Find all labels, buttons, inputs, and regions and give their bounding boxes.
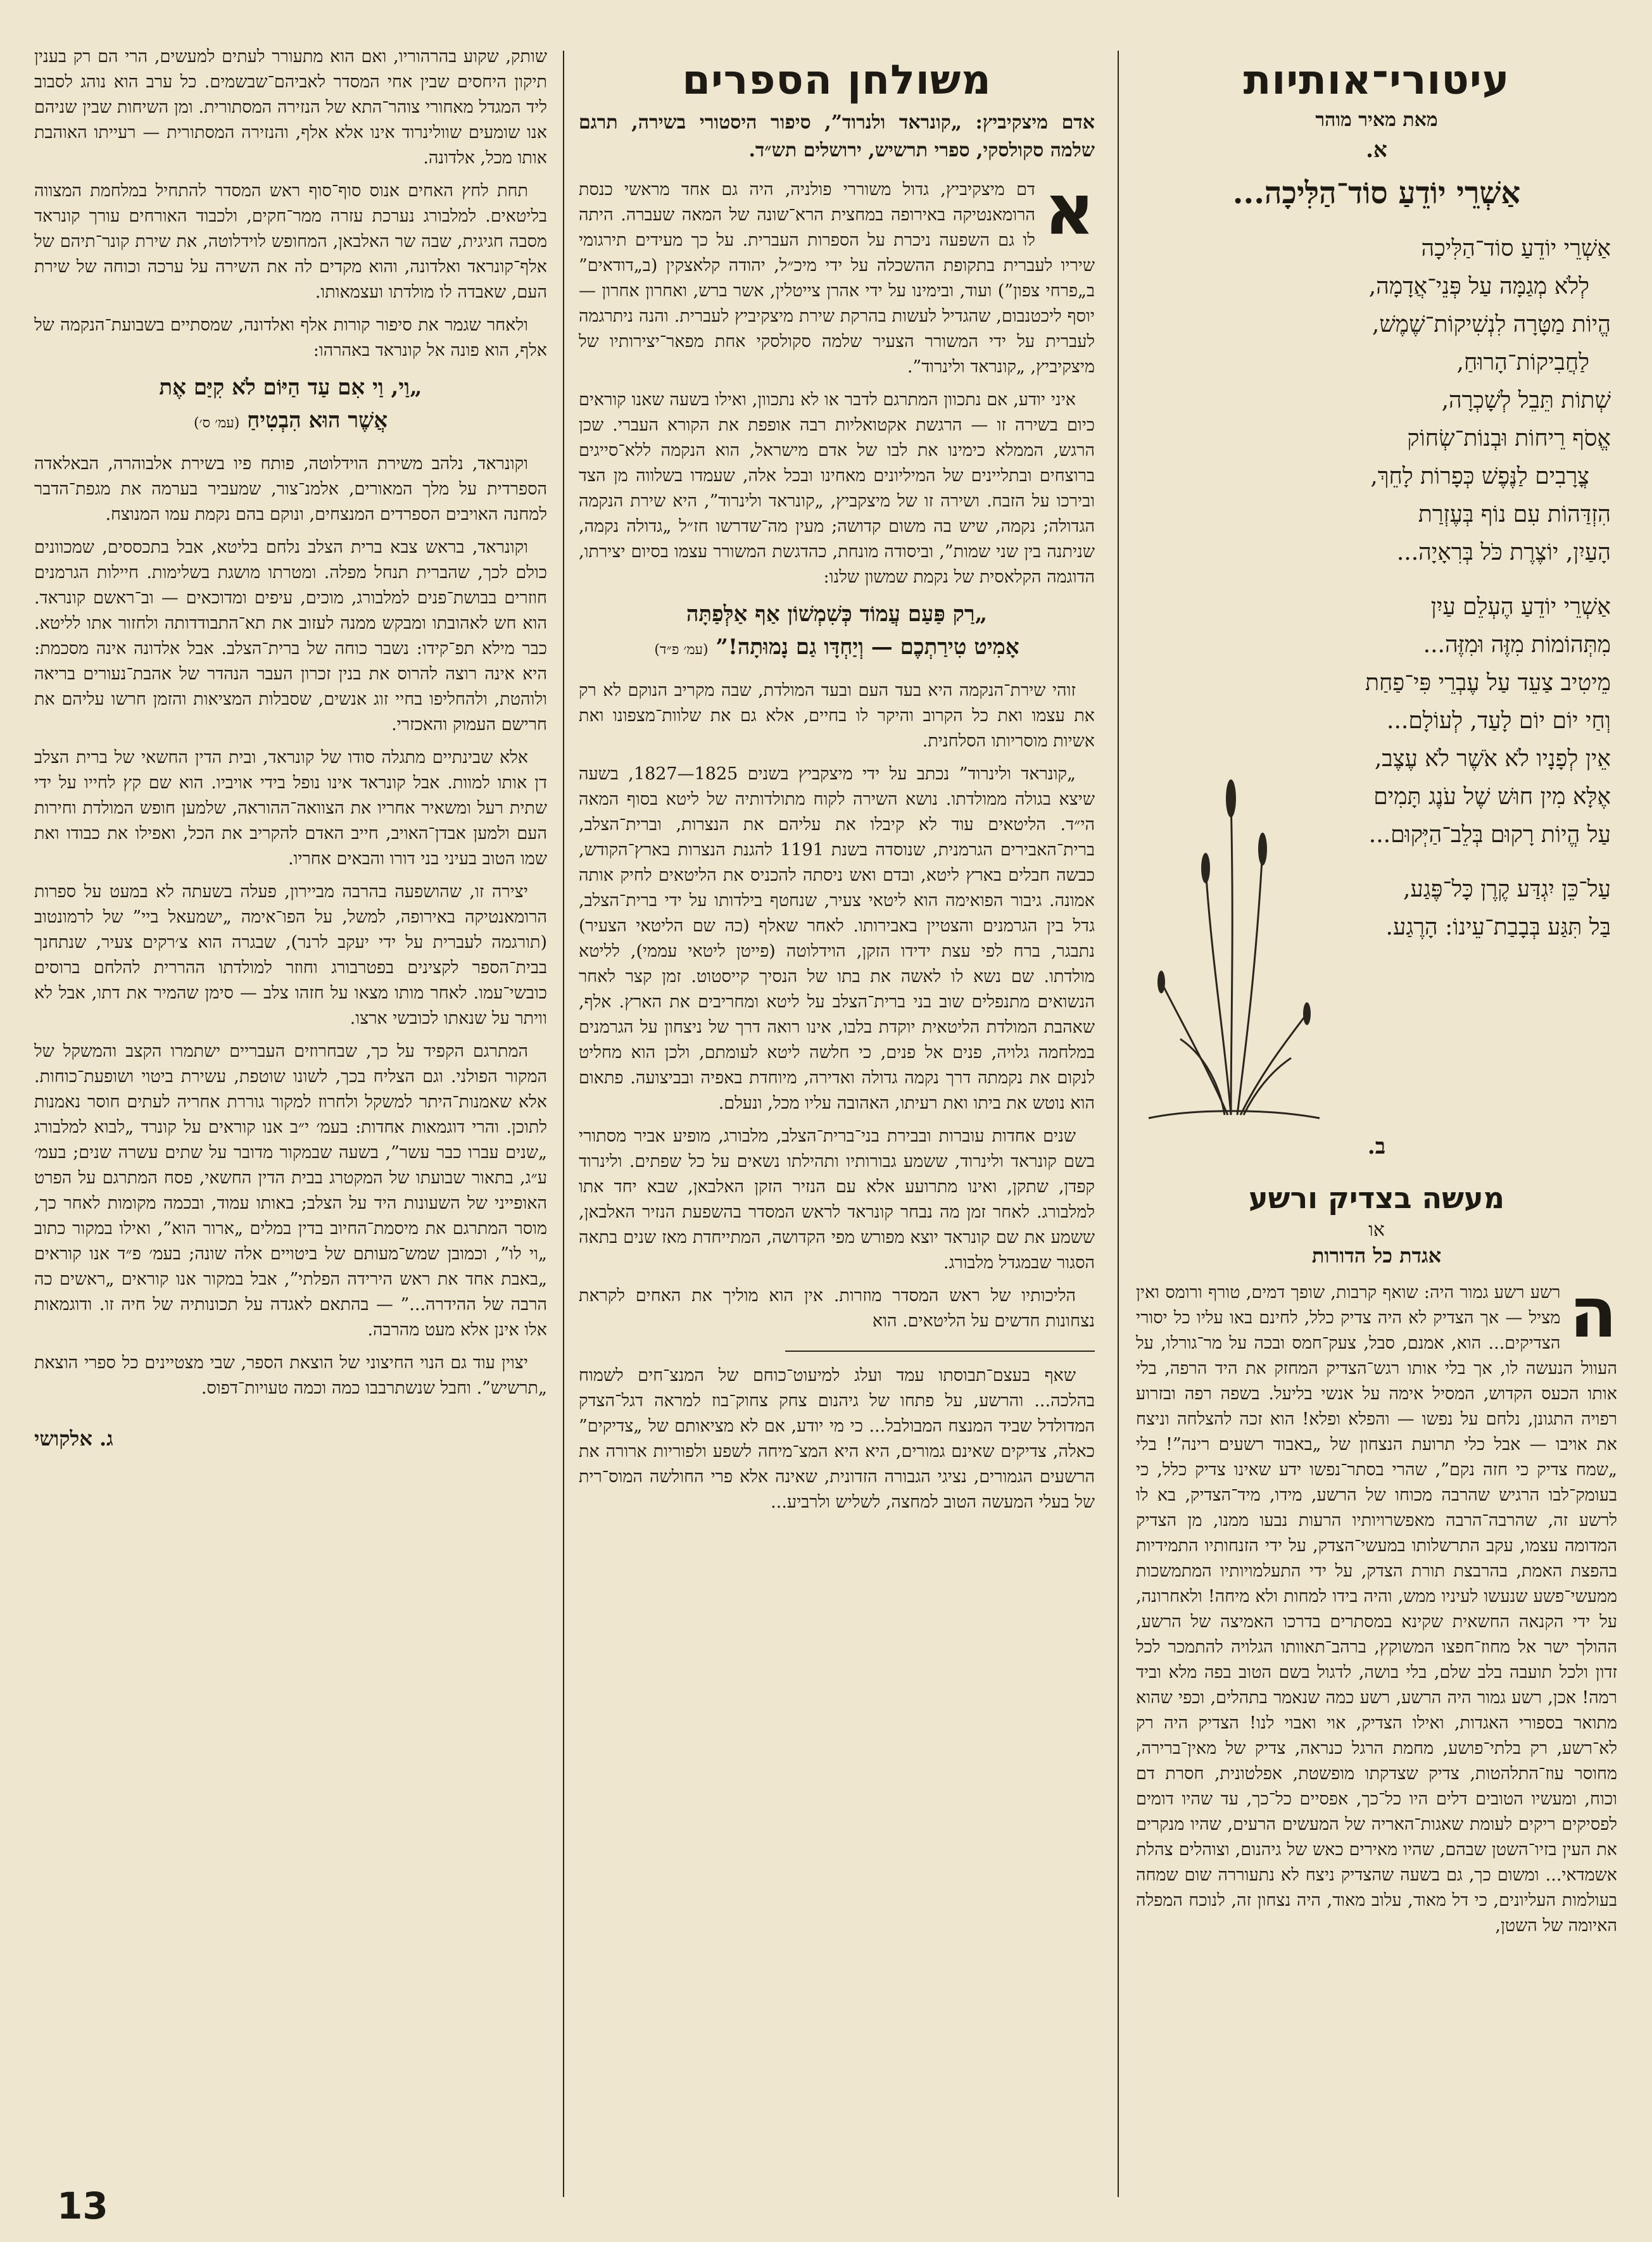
column-rule-right: [1118, 51, 1119, 2197]
poem-line: וְחַי יוֹם יוֹם לָעַד, לְעוֹלָם...: [1387, 708, 1611, 734]
poem-line: אֶלָּא מִין חוּשׁ שֶׁל עֹנֶג תָּמִים: [1373, 784, 1611, 810]
poem-line: עַל־כֵּן יִגְדַּע קֶרֶן כָּל־פֶּגַע,: [1403, 876, 1611, 902]
poem-line: צֳרָבִים לַנֶּפֶשׁ כְּפָרוֹת לָחֵךְ,: [1370, 463, 1589, 489]
review-text: דם מיצקיביץ, גדול משוררי פולניה, היה גם אחד מראשי כנסת הרומאנטיקה באירופה במחצית הרא־שונה של המאה שעברה. היתה לו גם השפעה ניכרת על הספרות העברית. על כך מעידים תירגומי שיריו לעברית בתקופת ההשכלה על ידי מיכ״ל, יהודה קלאצקין (ב„דודאים” ב„פרחי צפון”) ועוד, ובימינו על ידי אהרן צייטלין, אשר ברש, ואחרון אחרון — יוסף ליכטנבום, שהגדיל לעשות בהרקת שירת מיצקיביץ לעברית. והנה ניתרגמה לעברית על ידי המשורר הצעיר שלמה סקולסקי אחת מפאר־יצירותיו של מיצקיביץ, „קונראד ולינרוד”.: [579, 180, 1095, 377]
story-title: מעשה בצדיק ורשע: [1249, 1181, 1504, 1215]
story-paragraph: [1136, 1272, 1617, 1939]
review-paragraph: [579, 169, 1095, 380]
poem-line: הִזְדַּהוֹת עִם נוֹף בְּעֶזְרַת: [1418, 501, 1611, 527]
column-right: [1136, 44, 1617, 1946]
story-text: רשע רשע גמור היה: שואף קרבות, שופך דמים, טורף ורומס ואין מציל — אך הצדיק לא היה צדיק כלל, לחינם באו עליו כל יסורי הצדיקים... הוא, אמנם, סבל, צעק־חמס ובכה על מר־גורלו, על העוול הנעשה לו, אך בלי אותו רגש־הצדיק המחזק את היד הרפה, בלי אותו הכעס הקדוש, המסיל אימה על אנשי בליעל. בשפה רפה ובזרוע רפויה התגונן, נלחם על נפשו — והפלא ופלא! הוא זכה להצלחה וניצח את אויבו — אבל כלי תרועת הנצחון של „באבוד רשעים רינה”! בלי „שמח צדיק כי חזה נקם”, שהרי בסתר־נפשו ידע שאינו צדיק כלל, כי בעומק־לבו הרגיש שהרבה מכוחו של הרשע, מידו, מיד־הצדיק, בא לו לרשע זה, שהרבה־הרבה מאפשרויותיו הרעות נבעו ממנו, מן הצדיק המדומה עצמו, עקב התרשלותו במעשי־הצדק, על ידי הזנחותיו התמידיות בהפצת האמת, בהרבצת תורת הצדק, על ידי התעלמויותיו המתמשכות ממעשי־פשע שנעשו לעיניו ממש, והיה בידו למחות ולא מיחה! ולאחרונה, על ידי הקנאה החשאית שקינא במסתרים בדרכו האמיצה של הרשע, ההולך ישר אל מחוז־חפצו המשוקץ, ברהב־תאוותו הגלויה להתמכר לכל זדון ולכל תועבה בלב שלם, בלי בושה, לדגול בשם הטוב בפה מלא וביד רמה! אכן, רשע גמור היה הרשע, רשע כמה שנאמר בתהלים, וכפי שהוא מתואר בספורי האגדות, ואילו הצדיק, אוי ואבוי לנו! הצדיק היה רק לא־רשע, רק בלתי־פושע, מחמת הרגל כנראה, צדיק של מאין־ברירה, מחוסר עוז־התלהטות, צדיק שצדקתו מופשטת, אפלטונית, חסרת דם וכוח, ומעשיו הטובים דלים היו כל־כך, אפסיים כל־כך, עד שהיו דומים לפסיקים ריקים לעומת שאגות־האריה של המעשים הרעים, שהיו מנקרים את העין בזיו־השטן שבהם, שהיו מאירים כאש של גיהנום, וצוהלים צהלת אשמדאי... ומשום כך, גם בשעה שהצדיק ניצח לא נתעוררה שום שמחה בעולמות העליונים, כי דל מאוד, עלוב מאוד, היה נצחון זה, לנוכח המפלה האיומה של השטן,: [1136, 1283, 1617, 1936]
poem-line: מֵיטִיב צַעֵד עַל עֶבְרֵי פִּי־פַחַת: [1365, 670, 1611, 696]
section-b-mark: ב.: [1367, 1134, 1386, 1159]
quote-text: אֲשֶׁר הוּא הִבְטִיחַ: [247, 408, 388, 433]
poem-line: עַל הֱיוֹת רָקוּם בְּלֵב־הַיְּקוּם...: [1368, 822, 1611, 848]
review-paragraph: „קונראד ולינרוד” נכתב על ידי מיצקביץ בשנים 1825—1827, בשעה שיצא בגולה ממולדתו. נושא השירה לקוח מתולדותיה של ליטא בסוף המאה הי״ד. הליטאים עוד לא קיבלו את עליהם את הנצרות, וברית־הצלב, ברית־האבירים הגרמנית, שנוסדה בשנת 1191 להגנת הנצרות בארץ־הקודש, כבשה חבלים בארץ ליטא, ובדם ואש ניסתה להכניס את הליטאים לחיק אותה אמונה. גיבור הפואימה הוא ליטאי צעיר, שנחטף בילדותו על ידי ברית־הצלב, גדל בין הגרמנים והצטיין באבירותו. לאחר שאלף (כה שם הליטאי הצעיר) נתבגר, ברח לפי עצת ידידו הזקן, הוידלוטה (פייטן ליטאי עממי), לליטא מולדתו. שם נשא לו לאשה את בתו של הנסיך קייסטוט. זמן קצר לאחר הנשואים מתנפלים שוב בני ברית־הצלב על ליטא ומחריבים את הארץ. אלף, שאהבת המולדת הליטאית יוקדת בלבו, אינו רואה דרך של ניצחון על הגרמנים במלחמה גלויה, פנים אל פנים, כי חלשה ליטא לעומתם, ולכן הוא מחליט לנקום את נקמתה דרך נקמה גדולה ואדירה, מיוחדת באפיה ובביצועה. פתאום הוא נוטש את ביתו ואת רעיתו, האהובה עליו מכל, ונעלם.: [579, 764, 1095, 1113]
poem-line: לַחֲבִיקוֹת־הָרוּחַ,: [1456, 350, 1589, 375]
plant-illustration-area: [1136, 773, 1617, 1128]
quote-reference: (עמ׳ ס׳): [193, 415, 240, 431]
poem-line: לְלֹא מְגַמָּה עַל פְּנֵי־אֲדָמָה,: [1368, 274, 1589, 299]
poem-line: בַּל תִּגַּע בְּבָבַת־עֵינוֹ: הָרֶגַע.: [1385, 914, 1611, 940]
review-paragraph: המתרגם הקפיד על כך, שבחרוזים העבריים ישתמרו הקצב והמשקל של המקור הפולני. וגם הצליח בכך, לשונו שוטפת, עשירת ביטוי ושופעת־כוחות. אלא שאמנות־היתר למשקל ולחרוז למקור גוררת אחריה לעתים חוסר נאמנות לתוכן. והרי דוגמאות אחדות: בעמ׳ י״ב אנו קוראים על קונרד „לבוא למלבורג „שנים עברו כבר עשר”, בשעה שבמקור מדובר על שתים עשרה שנים; בעמ׳ ע״ג, בתאור שבועתו של המקטרג בבית הדין החשאי, פסח המתרגם על הפרט האופייני של השעונות היד על הצלב; באותו עמוד, ובכמה מקומות לאחר כך, מוסר המתרגם את מיסמת־החיוב בדין במלים „ארור הוא”, ואילו במקור כתוב „וי לו”, וכמובן שמש־מעותם של ביטויים אלה שונה; בעמ׳ פ״ד אנו קוראים „באבת אחד את ראש הירידה הפלתי”, אבל במקור אנו קוראים „ראשים כה הרבה של ההידרה...” — בהתאם לאגדה על תכונותיה של חיה זו. ודוגמאות אלו אינן אלא מעט מהרבה.: [34, 1042, 547, 1340]
samson-quote: [579, 598, 1095, 667]
review-paragraph: וקונראד, נלהב משירת הוידלוטה, פותח פיו בשירת אלבוהרה, הבאלאדה הספרדית על מלך המאורים, אלמנ־צור, שמעביר בערמה את מגפת־הדבר למחנה האויבים הספרדים המנצחים, ונוקם בהם נקמת עמו המנוצח.: [34, 454, 547, 524]
story-continuation: שאף בעצם־תבוסתו עמד ועלג למיעוט־כוחם של המנצ־חים לשמוח בהלכה... והרשע, על פתחו של גיהנום צחק צחוק־בוז למראה דגל־הצדק המדולדל שביד המנצח המבולבל... כי מי יודע, אם לא מציאותם של „צדיקים” כאלה, צדיקים שאינם גמורים, היא היא המצ־מיחה לשפע ולפוריות ארורה את הרשעים הגמורים, נציגי הגבורה הזדונית, שאינה אלא פרי החולשה המוס־רית של בעלי המעשה הטוב למחצה, לשליש ולרביע...: [579, 1366, 1095, 1512]
poems-byline: מאת מאיר מוהר: [1315, 109, 1438, 131]
review-paragraph: הליכותיו של ראש המסדר מוזרות. אין הוא מוליך את האחים לקראת נצחונות חדשים על הליטאים. הוא: [579, 1286, 1095, 1331]
poem-line: שְׁתוֹת תֵּבֵל לְשָׁכְרָה,: [1441, 387, 1611, 413]
books-section-title: משולחן הספרים: [682, 57, 992, 104]
story-dropcap: ה: [1569, 1272, 1617, 1353]
poem-line: אֵין לְפָנָיו לֹא אֹשֶׁר לֹא עֶצֶב,: [1374, 746, 1611, 772]
review-paragraph: וקונראד, בראש צבא ברית הצלב נלחם בליטא, אבל בתכססים, שמכוונים כולם לכך, שהברית תנחל מפלה. ומטרתו מושגת בשלימות. חיילות הגרמנים חוזרים בבושת־פנים למלבורג, מוכים, עיפים ומדוכאים — וב־ראשם קונראד. הוא חש לאהובתו ומבקש ממנה לעזוב את תא־התבודדותה ולחזור אתו לליטא. כבר מילא תפ־קידו: נשבר כוחה של ברית־הצלב. אבל אלדונה אינה מסכמת: היא אינה רוצה להרוס את בנין זכרון העבר הנהדר של אהבת־נעורים בריאה ולוהטת, ולהחליפו בחיי זוג אנשים, שסבלות המציאות והזמן חרשו עליהם את חרישם העמוק והאכזרי.: [34, 538, 547, 734]
poem-line: אַשְׁרֵי יוֹדֵעַ הֶעְלֵם עַיִן: [1430, 594, 1611, 620]
quote-line: „רַק פַּעַם עֲמוֹד כְּשִׁמְשׁוֹן אַף אַלְּפַתָּה: [686, 601, 988, 627]
review-paragraph: יצירה זו, שהושפעה בהרבה מביירון, פעלה בשעתה לא במעט על ספרות הרומאנטיקה באירופה, למשל, על הפו־אימה „ישמעאל ביי” של לרמונטוב (תורגמה לעברית על ידי יעקב לרנר), שבגרה הוא צ׳רקים צעיר, שנתחנך בבית־הספר לקצינים בפטרבורג וחוזר למולדתו ההררית להלחם ברוסים כובשי־עמו. לאחר מותו מצאו על חזהו צלב — סימן שהמיר את דתו, אבל לא וויתר על שנאתו לכובשי ארצו.: [34, 882, 547, 1028]
poem-line: מִתְּהוֹמוֹת מִזֶּה וּמִזֶּה...: [1423, 632, 1611, 658]
review-paragraph: איני יודע, אם נתכוון המתרגם לדבר או לא נתכוון, ואילו בשעה שאנו קוראים כיום בשירה זו — הרגשת אקטואליות רבה אופפת את הקורא העברי. שכן הרגש, הממלא כימינו את לבו של אדם מישראל, הוא הנקמה ללא־סייגים ברוצחים ובתליינים של המיליונים מאחינו ובכל אלה, שעמדו בשלווה מן הצד ובירכו על הזבח. ושירה זו של מיצקביץ, „קונראד ולינרוד”, היא שירת הנקמה הגדולה; נקמה, שיש בה משום קדושה; מעין מה־שדרשו חז״ל „גדולה נקמה, שניתנה בין שני שמות”, וביסודה מונחת, כהדגשת המשורר עצמו בסיום יצירתו, הדוגמה הקלאסית של נקמת שמשון שלנו:: [579, 390, 1095, 587]
vengeance-quote: [34, 371, 547, 440]
column-middle: [579, 44, 1095, 1523]
section-separator: [785, 1351, 1095, 1352]
poems-title: עיטורי־אותיות: [1243, 57, 1510, 104]
review-paragraph: תחת לחץ האחים אנוס סוף־סוף ראש המסדר להתחיל במלחמת המצווה בליטאים. למלבורג נערכת עזרה ממר־חקים, ולכבוד האורחים עורך קונראד מסבה חגיגית, שבה שר האלבאן, המחופש לוידלוטה, את שירת קונר־תיהם של אלף־קונראד ואלדונה, והוא מקדים לה את השירה על ערכה וכוחה של שירת העם, שאבדה לו מולדתו ועצמאותו.: [34, 181, 547, 302]
quote-line: „וַי, וַי אִם עַד הַיּוֹם לֹא קִיַּם אֶת: [159, 375, 422, 400]
poem-line: אַשְׁרֵי יוֹדֵעַ סוֹד־הַלִּיכָה: [1421, 236, 1611, 261]
poem-stanza-1: [1136, 230, 1617, 572]
section-a-mark: א.: [1366, 137, 1387, 163]
review-paragraph: יצוין עוד גם הנוי החיצוני של הוצאת הספר, שבי מצטיינים כל ספרי הוצאת „תרשיש”. וחבל שנשתרבבו כמה וכמה טעויות־דפוס.: [34, 1353, 547, 1398]
review-dropcap: א: [1044, 169, 1095, 250]
review-paragraph: ולאחר שגמר את סיפור קורות אלף ואלדונה, שמסתיים בשבועת־הנקמה של אלף, הוא פונה אל קונראד באהרהו:: [34, 315, 547, 360]
review-paragraph: זוהי שירת־הנקמה היא בעד העם ובעד המולדת, שבה מקריב הנוקם לא רק את עצמו ואת כל הקרוב והיקר לו בחיים, אלא גם את שלוות־מצפונו ואת אשיות מוסריותו הסלחנית.: [579, 681, 1095, 751]
review-paragraph: שותק, שקוע בהרהוריו, ואם הוא מתעורר לעתים למעשים, הרי הם רק בענין תיקון היחסים שבין אחי המסדר לאביהם־שבשמים. כל ערב הוא נוהג לסבוב ליד המגדל מאחורי צוהר־התא של הנזירה המסתורית. ומן השיחות שבין שניהם אנו שומעים שוולינרוד אינו אלא אלף, והנזירה המסתורית — רעייתו האוהבת אותו מכל, אלדונה.: [34, 47, 548, 168]
quote-line: [579, 631, 1095, 667]
story-or: או: [1368, 1219, 1385, 1241]
book-info: אדם מיצקיביץ: „קונראד ולנרוד”, סיפור היסטורי בשירה, תרגם שלמה סקולסקי, ספרי תרשיש, ירושלים תש״ד.: [579, 111, 1095, 161]
review-paragraph: שנים אחדות עוברות ובבירת בני־ברית־הצלב, מלבורג, מופיע אביר מסתורי בשם קונראד ולינרוד, ששמע גבורותיו ותהילתו נשאים על כל שפתים. ולינרוד קפדן, שתקן, ואינו מתרועע אלא עם הנזיר הזקן האלבאן, שבא יחד אתו למלבורג. לאחר זמן מה נבחר קונראד לראש המסדר בהשפעת הנזיר האלבאן, ששמע את שם קונראד יוצא מפורש מפי הקדושה, המתייחדת מאז שנים בתאה הסגור שבמגדל מלבורג.: [579, 1126, 1095, 1273]
column-rule-left: [563, 51, 564, 2197]
grass-plant-illustration: [1136, 773, 1326, 1128]
review-signature: ג. אלקושי: [34, 1426, 113, 1451]
poem-line: אֱסֹף רֵיחוֹת וּבְנוֹת־שְׂחוֹק: [1407, 425, 1611, 451]
poem-line: הֱיוֹת מַטָּרָה לִנְשִׁיקוֹת־שֶׁמֶשׁ,: [1371, 312, 1611, 337]
quote-line: [34, 404, 547, 440]
column-left: [34, 44, 547, 1451]
poem-line: הָעַיִן, יוֹצֶרֶת כֹּל בְּרִאָיָה...: [1396, 539, 1611, 565]
quote-text: אָמִיט טִירַתְכֶם — וְיַחְדָּו גַם נָמוּתָה!”: [716, 634, 1019, 660]
quote-reference: (עמ׳ פ״ד): [654, 642, 709, 658]
story-subtitle: אגדת כל הדורות: [1311, 1244, 1442, 1268]
page-number: 13: [57, 2184, 108, 2227]
review-paragraph: אלא שבינתיים מתגלה סודו של קונראד, ובית הדין החשאי של ברית הצלב דן אותו למוות. אבל קונראד אינו נופל בידי אויביו. הוא שם קץ לחייו על ידי שתית רעל ומשאיר אחריו את הצוואה־ההוראה, שלמען חופש המולדת וחירות העם ולמען אבדן־האויב, חייב האדם להקריב את הכל, ואפילו את כבודו ואת שמו הטוב בעיני בני דורו והבאים אחריו.: [34, 748, 547, 869]
poem-title: אַשְׁרֵי יוֹדֵעַ סוֹד־הַלִּיכָה...: [1232, 175, 1521, 211]
